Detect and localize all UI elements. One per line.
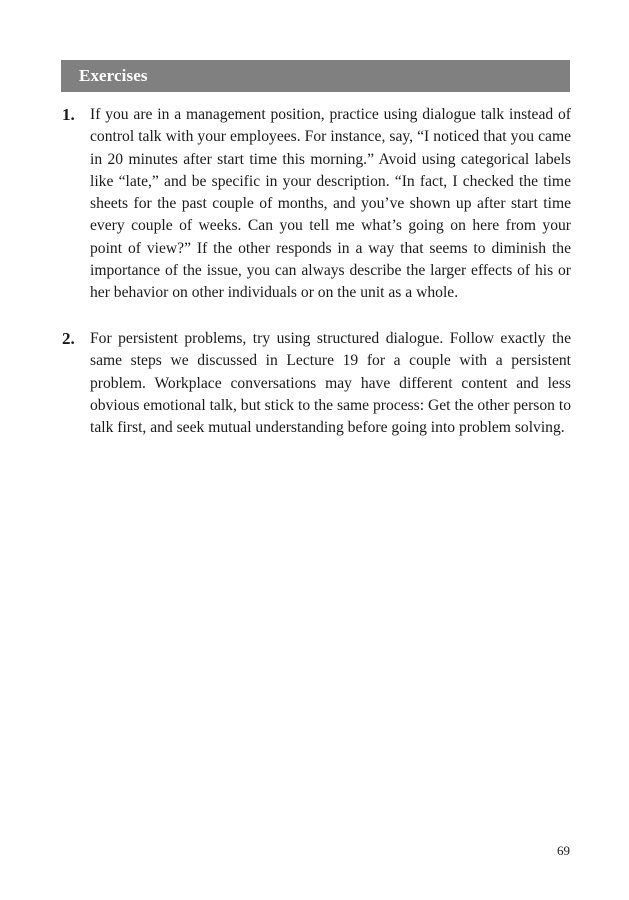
section-title: Exercises — [79, 66, 148, 85]
exercise-number: 1. — [62, 105, 75, 124]
page-number: 69 — [557, 843, 570, 858]
exercise-text: For persistent problems, try using structured dialogue. Follow exactly the same steps we discussed in Lecture 19 for a couple with a persistent problem. Workplace conversations may have different content and less obvious emotional talk, but stick to the same process: Get the other person to talk first, and seek mutual understanding before going into problem solving. — [90, 330, 571, 437]
exercise-text: If you are in a management position, practice using dialogue talk instead of control talk with your employees. For instance, say, “I noticed that you came in 20 minutes after start time this morning.” Avoid using categorical labels like “late,” and be specific in your description. “In fact, I checked the time sheets for the past couple of months, and you’ve shown up after start time every couple of weeks. Can you tell me what’s going on here from your point of view?” If the other responds in a way that seems to diminish the importance of the issue, you can always describe the larger effects of his or her behavior on other individuals or on the unit as a whole. — [90, 106, 571, 302]
section-header-bar — [61, 60, 570, 92]
exercise-number: 2. — [62, 329, 75, 348]
exercise-item-1 — [62, 104, 571, 305]
exercise-item-2 — [62, 328, 571, 439]
